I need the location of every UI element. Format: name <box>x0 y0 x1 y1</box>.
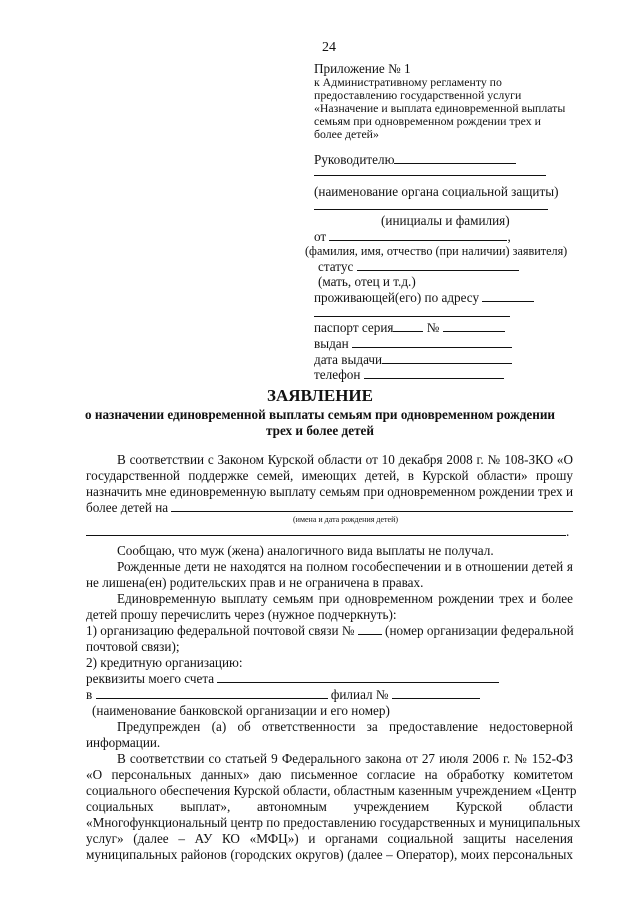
head-label: Руководителю <box>314 152 395 167</box>
bank-in-label: в <box>86 687 93 702</box>
p6-line-2: «О персональных данных» даю письменное согласие на обработку комитетом <box>86 767 573 782</box>
p3-line-2: не лишена(ен) родительских прав и не ограничена в правах. <box>86 575 424 590</box>
p6-line-4: социальных выплат», автономным учреждением Курской области <box>86 799 573 814</box>
p6-line-3: социального обеспечения Курской области, областным казенным учреждением «Центр <box>86 783 577 798</box>
issue-date-label: дата выдачи <box>314 352 383 367</box>
passport-number-line <box>443 320 505 332</box>
branch-line <box>392 687 480 699</box>
children-dot: . <box>566 524 570 539</box>
p6-line-1: В соответствии со статьей 9 Федерального закона от 27 июля 2006 г. № 152-ФЗ <box>117 751 573 766</box>
org-caption: (наименование органа социальной защиты) <box>314 184 559 199</box>
issued-field <box>314 336 512 352</box>
issue-date-line <box>382 352 512 364</box>
p1-line-4: более детей на <box>86 500 169 515</box>
passport-label: паспорт серия <box>314 320 394 335</box>
children-line <box>171 500 573 512</box>
document-title <box>0 388 640 404</box>
issued-label: выдан <box>314 336 349 351</box>
phone-field <box>314 367 504 383</box>
status-caption: (мать, отец и т.д.) <box>318 274 416 289</box>
p2: Сообщаю, что муж (жена) аналогичного вида выплаты не получал. <box>117 543 494 558</box>
page-number: 24 <box>322 40 336 55</box>
status-field <box>318 259 519 275</box>
status-line <box>357 259 519 271</box>
appendix-line-5: семьям при одновременном рождении трех и <box>314 114 541 128</box>
p6-line-7: муниципальных районов (городских округов) (далее – Оператор), моих персональных <box>86 847 573 862</box>
head-line <box>394 152 516 164</box>
passport-field <box>314 320 505 336</box>
p1-line-3: назначить мне единовременную выплату семьям при одновременном рождении трех и <box>86 484 573 499</box>
from-line <box>329 229 507 241</box>
option-post-note: (номер организации федеральной <box>385 623 574 638</box>
issue-date-field <box>314 352 512 368</box>
phone-label: телефон <box>314 367 361 382</box>
appendix-line-2: к Административному регламенту по <box>314 75 502 89</box>
account-line <box>217 671 499 683</box>
address-line-2-field <box>314 305 510 321</box>
initials-line-field <box>314 198 548 214</box>
p4-line-1: Единовременную выплату семьям при одновременном рождении трех и более <box>117 591 573 606</box>
passport-no-label: № <box>426 320 440 335</box>
address-line-2 <box>314 305 510 317</box>
appendix-line-6: более детей» <box>314 127 379 141</box>
issued-line <box>352 336 512 348</box>
title-subtitle-2: трех и более детей <box>265 423 375 438</box>
option-post-label: 1) организацию федеральной почтовой связи № <box>86 623 355 638</box>
bank-field <box>86 687 480 703</box>
branch-label: филиал № <box>330 687 389 702</box>
appendix-line-1: Приложение № 1 <box>314 61 411 76</box>
address-line <box>482 290 534 302</box>
applicant-caption: (фамилия, имя, отчество (при наличии) заявителя) <box>305 244 568 258</box>
p6-line-6: услуг» (далее – АУ КО «МФЦ») и органами социальной защиты населения <box>86 831 573 846</box>
org-line-field <box>314 164 546 180</box>
option-post-field <box>86 623 574 639</box>
address-field <box>314 290 534 306</box>
children-field <box>86 500 573 516</box>
p5-line-2: информации. <box>86 735 161 750</box>
p3-line-1: Рожденные дети не находятся на полном гособеспечении и в отношении детей я <box>117 559 573 574</box>
phone-line <box>364 367 504 379</box>
title-main: ЗАЯВЛЕНИЕ <box>266 386 373 405</box>
initials-line <box>314 198 548 210</box>
option-post-line-2: почтовой связи); <box>86 639 180 654</box>
initials-caption: (инициалы и фамилия) <box>381 213 510 228</box>
title-subtitle-1: о назначении единовременной выплаты семьям при одновременном рождении <box>84 407 556 422</box>
status-label: статус <box>318 259 354 274</box>
address-label: проживающей(его) по адресу <box>314 290 480 305</box>
p1-line-1: В соответствии с Законом Курской области от 10 декабря 2008 г. № 108-ЗКО «О <box>117 452 573 467</box>
account-label: реквизиты моего счета <box>86 671 215 686</box>
p6-line-5: «Многофункциональный центр по предоставлению государственных и муниципальных <box>86 815 581 830</box>
appendix-line-4: «Назначение и выплата единовременной выплаты <box>314 101 566 115</box>
org-line <box>314 164 546 176</box>
children-caption: (имена и дата рождения детей) <box>293 515 399 524</box>
p5-line-1: Предупрежден (а) об ответственности за предоставление недостоверной <box>117 719 573 734</box>
appendix-line-3: предоставлению государственной услуги <box>314 88 522 102</box>
p4-line-2: детей прошу перечислить через (нужное подчеркнуть): <box>86 607 397 622</box>
children-line-2-field <box>86 524 569 540</box>
passport-series-line <box>393 320 423 332</box>
account-field <box>86 671 499 687</box>
from-comma: , <box>507 229 511 244</box>
from-label: от <box>314 229 327 244</box>
p1-line-2: государственной поддержке семей, имеющих детей, в Курской области» прошу <box>86 468 573 483</box>
bank-caption: (наименование банковской организации и его номер) <box>92 703 390 718</box>
option-bank-label: 2) кредитную организацию: <box>86 655 243 670</box>
bank-line <box>96 687 328 699</box>
children-line-2 <box>86 524 566 536</box>
post-number-line <box>358 623 382 635</box>
